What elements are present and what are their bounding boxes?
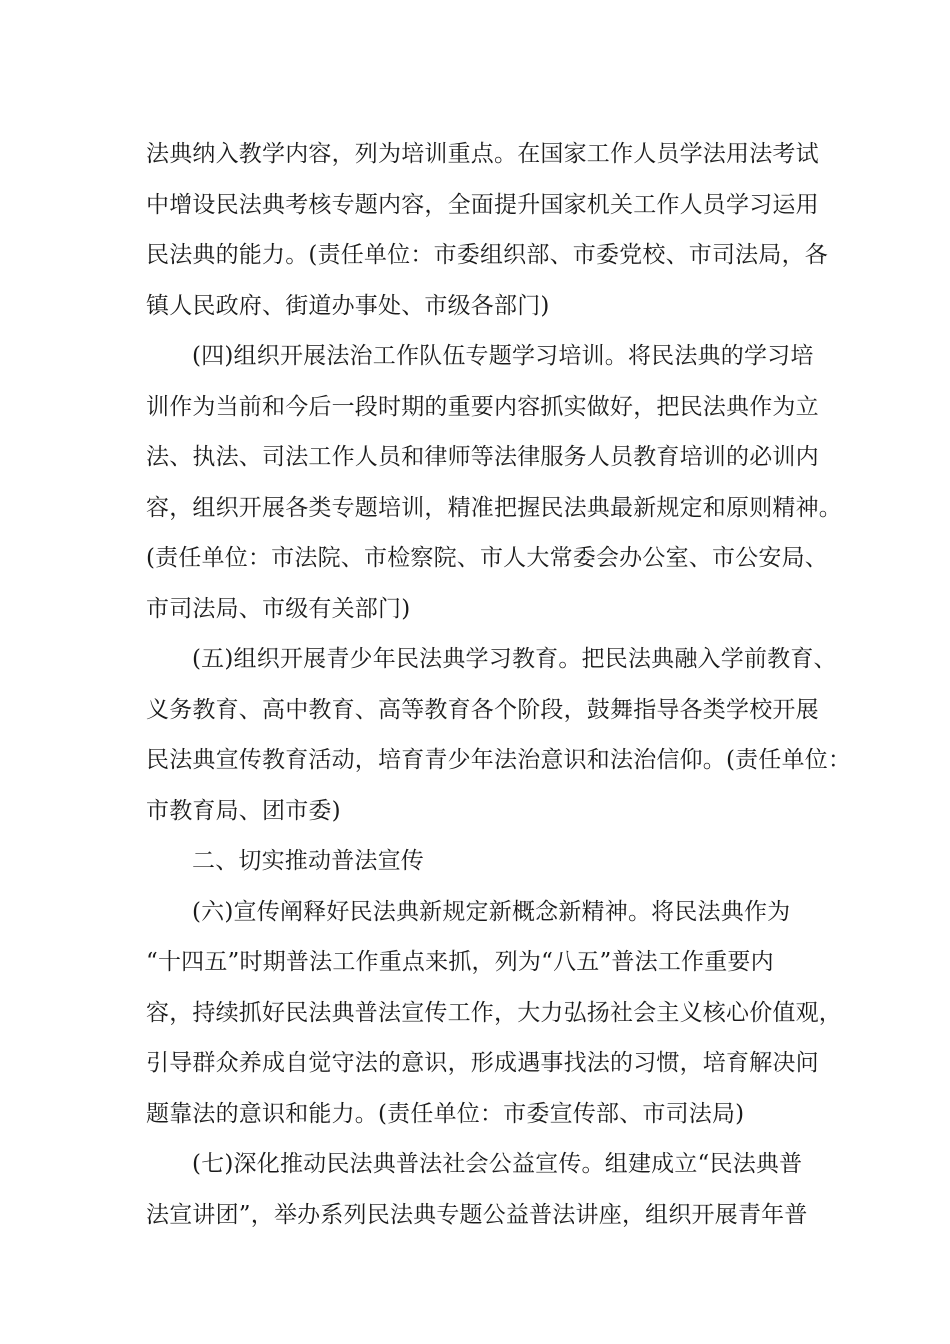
text-line: 法宣讲团”，举办系列民法典专题公益普法讲座，组织开展青年普 (146, 1201, 808, 1228)
text-line: 市司法局、市级有关部门) (146, 595, 411, 622)
text-line: 法典纳入教学内容，列为培训重点。在国家工作人员学法用法考试 (146, 141, 819, 167)
text-line: 市教育局、团市委) (146, 797, 341, 824)
document-body (146, 129, 852, 1240)
text-line: 容，持续抓好民法典普法宣传工作，大力弘扬社会主义核心价值观， (146, 999, 842, 1026)
text-line: 民法典的能力。(责任单位：市委组织部、市委党校、市司法局，各 (146, 242, 828, 268)
text-line: 民法典宣传教育活动，培育青少年法治意识和法治信仰。(责任单位： (146, 747, 852, 773)
text-line: 题靠法的意识和能力。(责任单位：市委宣传部、市司法局) (146, 1100, 745, 1127)
text-line: 法、执法、司法工作人员和律师等法律服务人员教育培训的必训内 (146, 444, 819, 470)
text-line: 中增设民法典考核专题内容，全面提升国家机关工作人员学习运用 (146, 191, 819, 218)
text-line: 镇人民政府、街道办事处、市级各部门) (146, 292, 550, 319)
text-line: (七)深化推动民法典普法社会公益宣传。组建成立“民法典普 (192, 1151, 803, 1177)
text-line: (责任单位：市法院、市检察院、市人大常委会办公室、市公安局、 (146, 545, 828, 571)
text-line: 义务教育、高中教育、高等教育各个阶段，鼓舞指导各类学校开展 (146, 696, 819, 723)
text-line: 训作为当前和今后一段时期的重要内容抓实做好，把民法典作为立 (146, 393, 819, 420)
text-line: 二、切实推动普法宣传 (192, 848, 424, 874)
text-line: 引导群众养成自觉守法的意识，形成遇事找法的习惯，培育解决问 (146, 1050, 819, 1076)
text-line: (五)组织开展青少年民法典学习教育。把民法典融入学前教育、 (192, 646, 837, 672)
text-line: (四)组织开展法治工作队伍专题学习培训。将民法典的学习培 (192, 343, 814, 369)
text-line: 容，组织开展各类专题培训，精准把握民法典最新规定和原则精神。 (146, 494, 842, 521)
text-line: “十四五”时期普法工作重点来抓，列为“八五”普法工作重要内 (146, 949, 774, 975)
text-line: (六)宣传阐释好民法典新规定新概念新精神。将民法典作为 (192, 898, 791, 925)
